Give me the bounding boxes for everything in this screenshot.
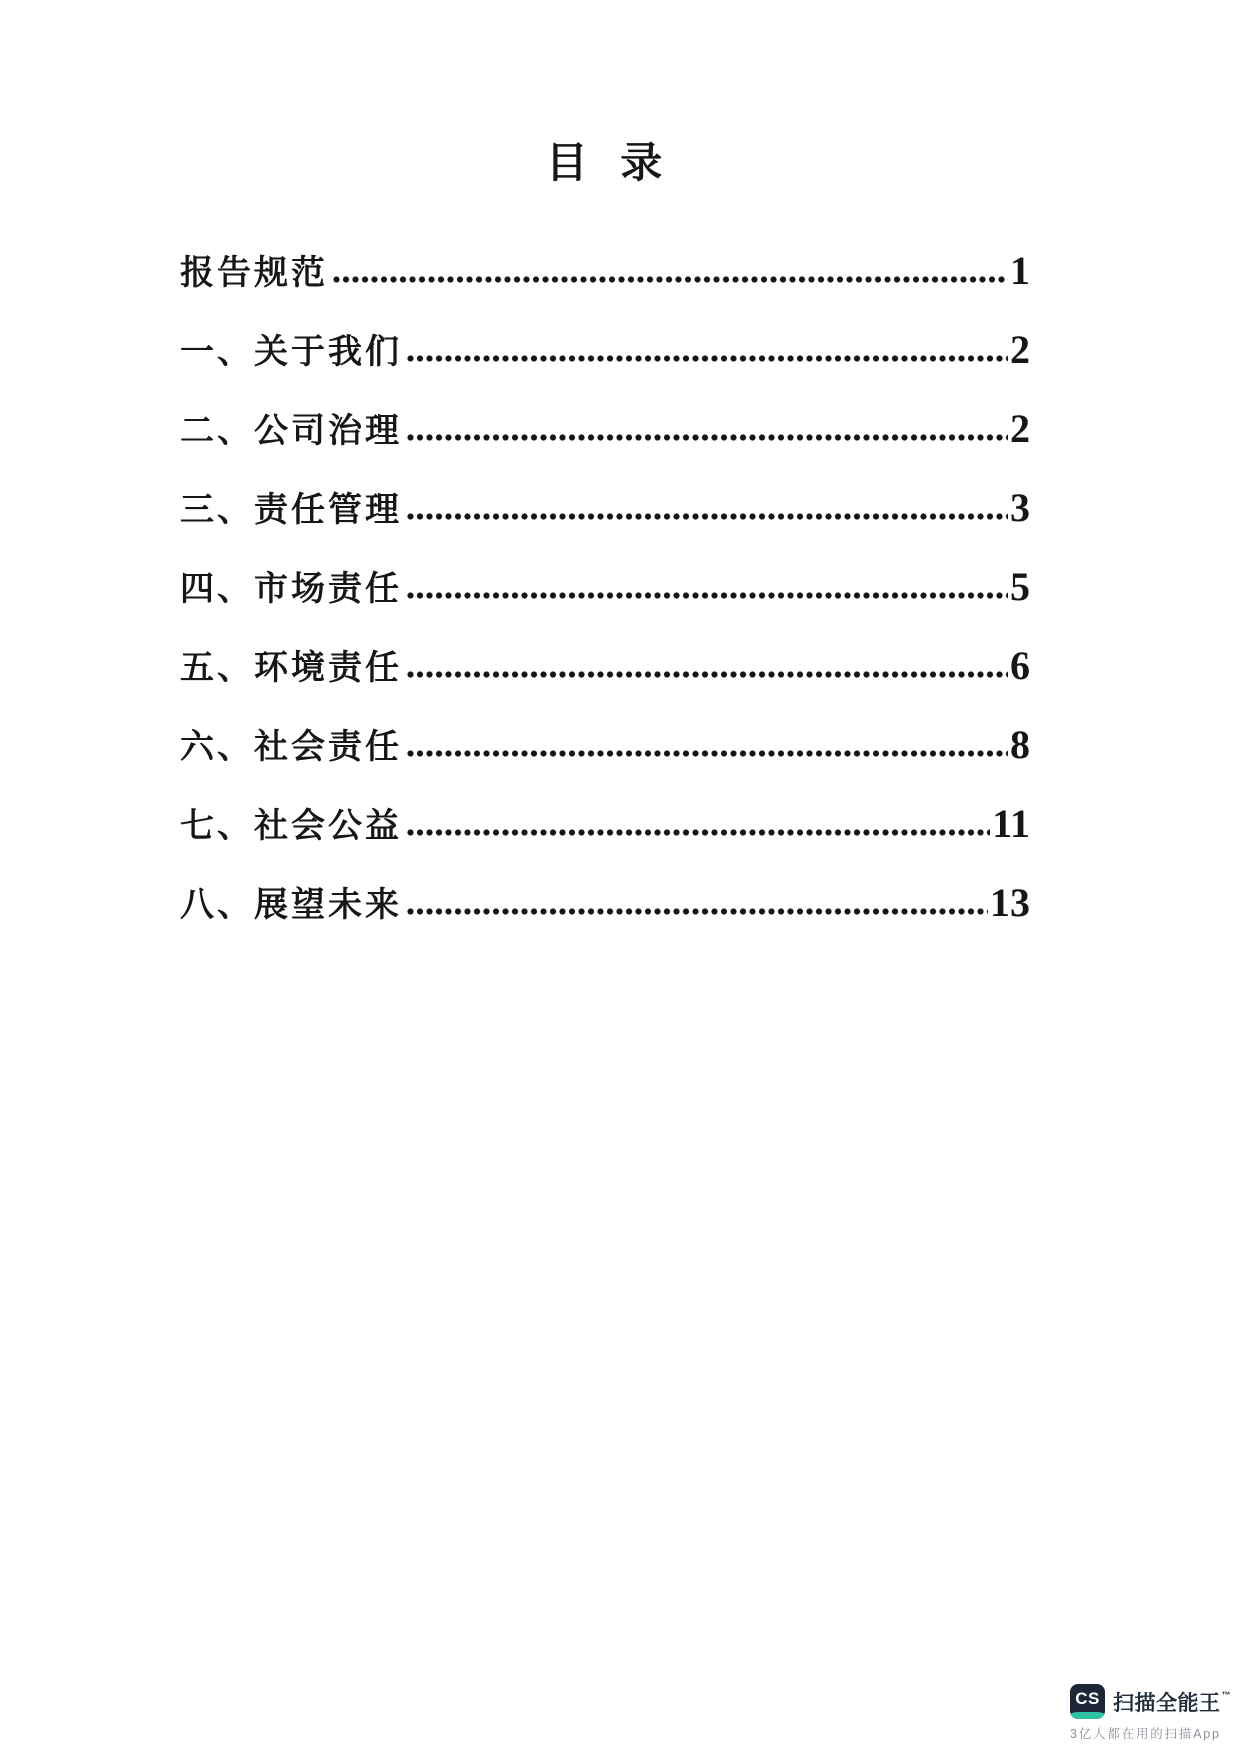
toc-entry	[180, 564, 1030, 609]
toc-entry-page-number: 1	[1010, 248, 1030, 293]
toc-entry-page-number: 8	[1010, 722, 1030, 767]
trademark-symbol: ™	[1221, 1689, 1231, 1700]
toc-entry-page-number: 2	[1010, 327, 1030, 372]
watermark-brand-text	[1113, 1687, 1231, 1717]
toc-entry	[180, 801, 1030, 846]
dot-leader	[406, 591, 1008, 600]
camscanner-logo-letters: CS	[1075, 1689, 1100, 1708]
toc-entry-page-number: 2	[1010, 406, 1030, 451]
dot-leader	[406, 512, 1008, 521]
toc-entry-label: 六、社会责任	[180, 729, 402, 766]
toc-entry	[180, 485, 1030, 530]
toc-entry	[180, 722, 1030, 767]
dot-leader	[332, 275, 1008, 284]
toc-entry-label: 五、环境责任	[180, 650, 402, 687]
toc-entry	[180, 643, 1030, 688]
toc-entry-label: 八、展望未来	[180, 887, 402, 924]
toc-entry-label: 二、公司治理	[180, 413, 402, 450]
toc-entry	[180, 406, 1030, 451]
toc-entry-label: 一、关于我们	[180, 334, 402, 371]
toc-entry-label: 报告规范	[180, 255, 328, 292]
dot-leader	[406, 433, 1008, 442]
dot-leader	[406, 907, 988, 916]
toc-entry-label: 四、市场责任	[180, 571, 402, 608]
camscanner-watermark	[1070, 1684, 1231, 1742]
dot-leader	[406, 749, 1008, 758]
toc-title: 目 录	[545, 141, 665, 187]
watermark-brand-name: 扫描全能王	[1113, 1691, 1221, 1715]
dot-leader	[406, 670, 1008, 679]
toc-entry-label: 三、责任管理	[180, 492, 402, 529]
toc-entry-page-number: 13	[990, 880, 1030, 925]
camscanner-logo-icon	[1070, 1684, 1105, 1719]
camscanner-logo-accent	[1070, 1712, 1105, 1719]
dot-leader	[406, 828, 990, 837]
toc-entry-page-number: 3	[1010, 485, 1030, 530]
toc-entry	[180, 248, 1030, 293]
toc-entry	[180, 880, 1030, 925]
toc-entry	[180, 327, 1030, 372]
watermark-brand-row	[1070, 1684, 1231, 1719]
watermark-tagline: 3亿人都在用的扫描App	[1070, 1727, 1221, 1741]
toc-entry-page-number: 6	[1010, 643, 1030, 688]
toc-entry-page-number: 11	[992, 801, 1030, 846]
toc-entry-label: 七、社会公益	[180, 808, 402, 845]
toc-entry-page-number: 5	[1010, 564, 1030, 609]
dot-leader	[406, 354, 1008, 363]
toc-list	[180, 248, 1030, 962]
